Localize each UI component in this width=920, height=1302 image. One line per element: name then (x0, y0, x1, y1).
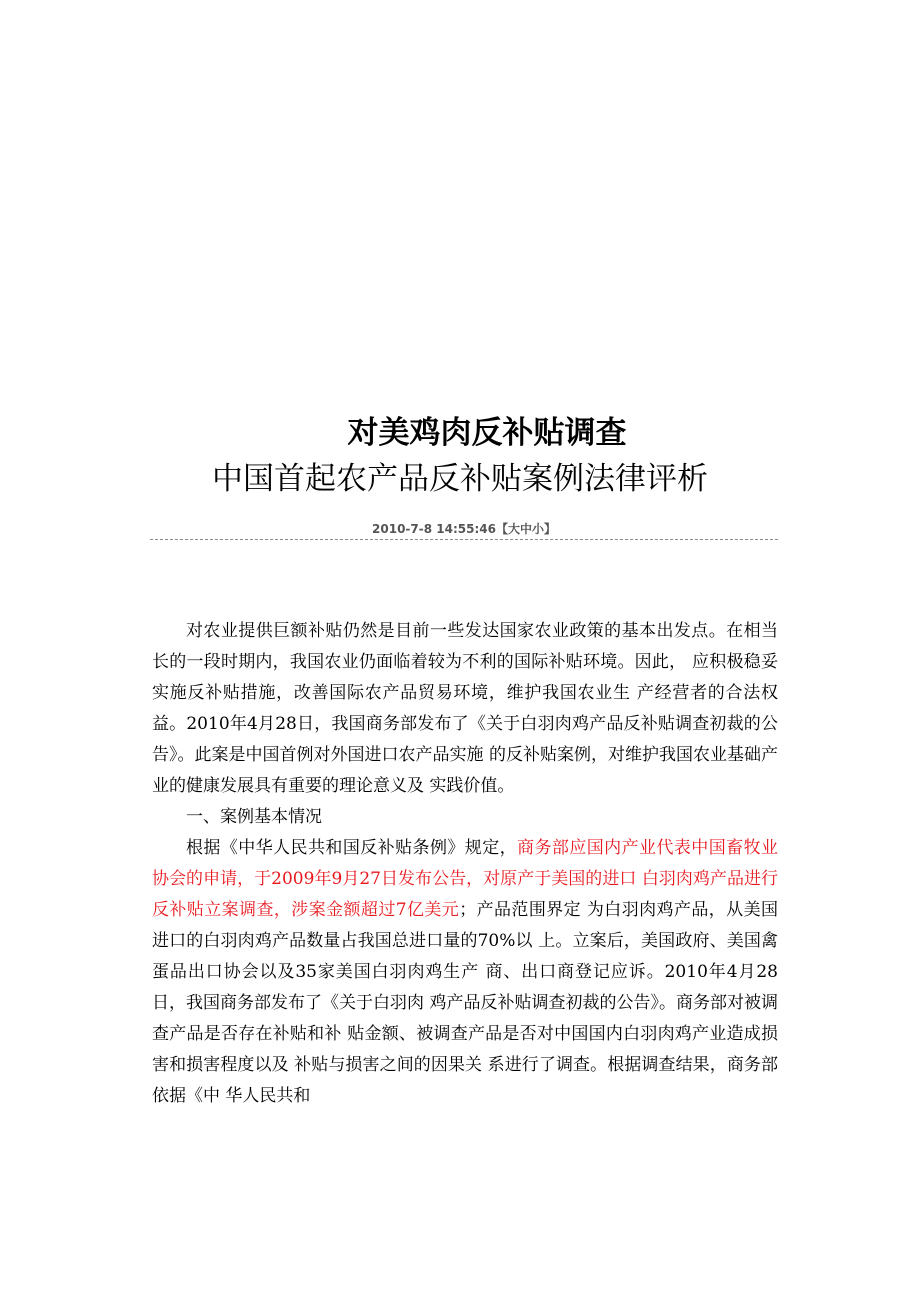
publish-datetime: 2010-7-8 14:55:46 (372, 522, 496, 536)
paragraph-2-highlight: 商务部应国内产业代表中国畜牧业协会的申请，于2009年9月27日发布公告，对原产于美国的进口 白羽肉鸡产品进行反补贴立案调查，涉案金额超过7亿美元 (152, 838, 779, 920)
title-line-1: 对美鸡肉反补贴调查 (347, 415, 627, 451)
article-meta (150, 520, 778, 538)
paragraph-2 (152, 833, 778, 1112)
font-size-links[interactable]: 【大中小】 (495, 522, 556, 536)
article-title (0, 410, 920, 502)
section-heading-1: 一、案例基本情况 (186, 807, 322, 827)
meta-divider (150, 539, 778, 540)
title-line-2: 中国首起农产品反补贴案例法律评析 (212, 461, 708, 497)
paragraph-1: 对农业提供巨额补贴仍然是目前一些发达国家农业政策的基本出发点。在相当长的一段时期内，我国农业仍面临着较为不利的国际补贴环境。因此， 应积极稳妥实施反补贴措施，改善国际农产品贸易环境，维护我国农业生 产经营者的合法权益。2010年4月28日，我国商务部发布了《关于白羽肉鸡产品反补贴调查初裁的公告》。此案是中国首例对外国进口农产品实施 的反补贴案例，对维护我国农业基础产业的健康发展具有重要的理论意义及 实践价值。 (152, 621, 778, 796)
paragraph-2-lead: 根据《中华人民共和国反补贴条例》规定， (186, 838, 518, 858)
paragraph-2-rest: ；产品范围界定 为白羽肉鸡产品，从美国进口的白羽肉鸡产品数量占我国总进口量的70%以 上。立案后，美国政府、美国禽蛋品出口协会以及35家美国白羽肉鸡生产 商、出口商登记应诉。2010年4月28日，我国商务部发布了《关于白羽肉 鸡产品反补贴调查初裁的公告》。商务部对被调查产品是否存在补贴和补 贴金额、被调查产品是否对中国国内白羽肉鸡产业造成损害和损害程度以及 补贴与损害之间的因果关 系进行了调查。根据调查结果，商务部依据《中 华人民共和 (152, 900, 778, 1106)
article-body (152, 616, 778, 1112)
